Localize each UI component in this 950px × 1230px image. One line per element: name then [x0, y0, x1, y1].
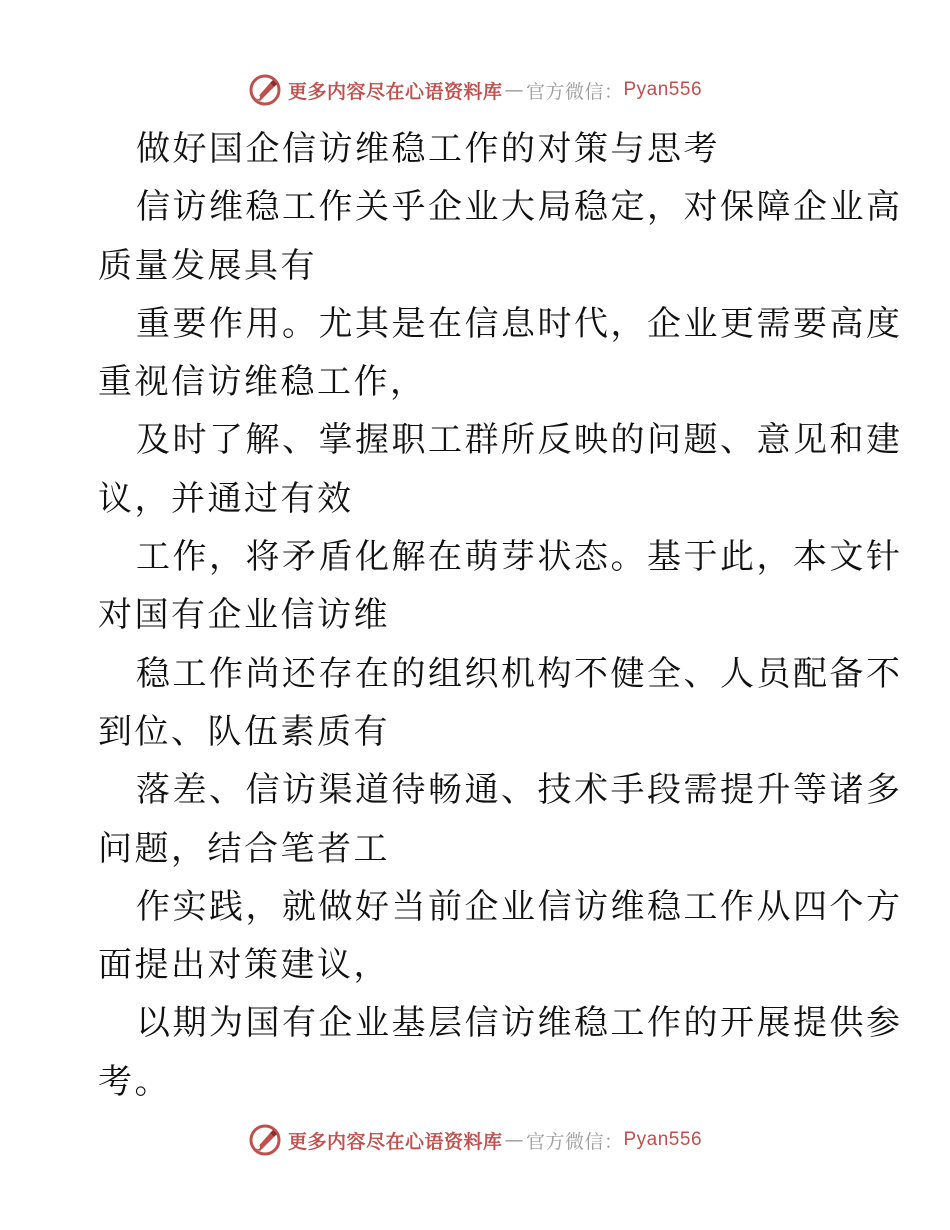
text-line: 重要作用。尤其是在信息时代，企业更需要高度	[136, 303, 903, 344]
text-line: 稳工作尚还存在的组织机构不健全、人员配备不	[136, 653, 903, 694]
text-line: 及时了解、掌握职工群所反映的问题、意见和建	[136, 420, 903, 461]
text-line: 问题，结合笔者工	[98, 828, 390, 869]
document-body	[98, 120, 903, 1111]
banner-main-text: 更多内容尽在心语资料库	[287, 1130, 503, 1153]
banner-separator: —	[504, 1129, 524, 1151]
banner-text	[288, 77, 702, 104]
document-title: 做好国企信访维稳工作的对策与思考	[136, 129, 720, 169]
banner-wechat-handle: Pyan556	[623, 1129, 703, 1150]
text-line: 质量发展具有	[98, 245, 317, 286]
text-line: 重视信访维稳工作，	[98, 362, 427, 403]
pen-circle-logo-icon	[248, 1123, 282, 1157]
text-line: 对国有企业信访维	[98, 595, 390, 636]
text-line: 作实践，就做好当前企业信访维稳工作从四个方	[136, 886, 903, 927]
header-banner	[0, 70, 950, 110]
text-line: 考。	[98, 1061, 171, 1102]
banner-separator: —	[504, 79, 524, 101]
text-line: 工作，将矛盾化解在萌芽状态。基于此，本文针	[136, 537, 903, 578]
banner-text	[288, 1127, 702, 1154]
banner-wechat-label: 官方微信：	[525, 1130, 624, 1153]
banner-main-text: 更多内容尽在心语资料库	[287, 80, 503, 103]
footer-banner	[0, 1120, 950, 1160]
text-line: 到位、队伍素质有	[98, 711, 390, 752]
text-line: 面提出对策建议，	[98, 945, 390, 986]
pen-circle-logo-icon	[248, 73, 282, 107]
banner-wechat-handle: Pyan556	[623, 79, 703, 100]
text-line: 议，并通过有效	[98, 478, 354, 519]
text-line: 落差、信访渠道待畅通、技术手段需提升等诸多	[136, 770, 903, 811]
text-line: 信访维稳工作关乎企业大局稳定，对保障企业高	[136, 187, 903, 228]
text-line: 以期为国有企业基层信访维稳工作的开展提供参	[136, 1003, 903, 1044]
banner-wechat-label: 官方微信：	[525, 80, 624, 103]
